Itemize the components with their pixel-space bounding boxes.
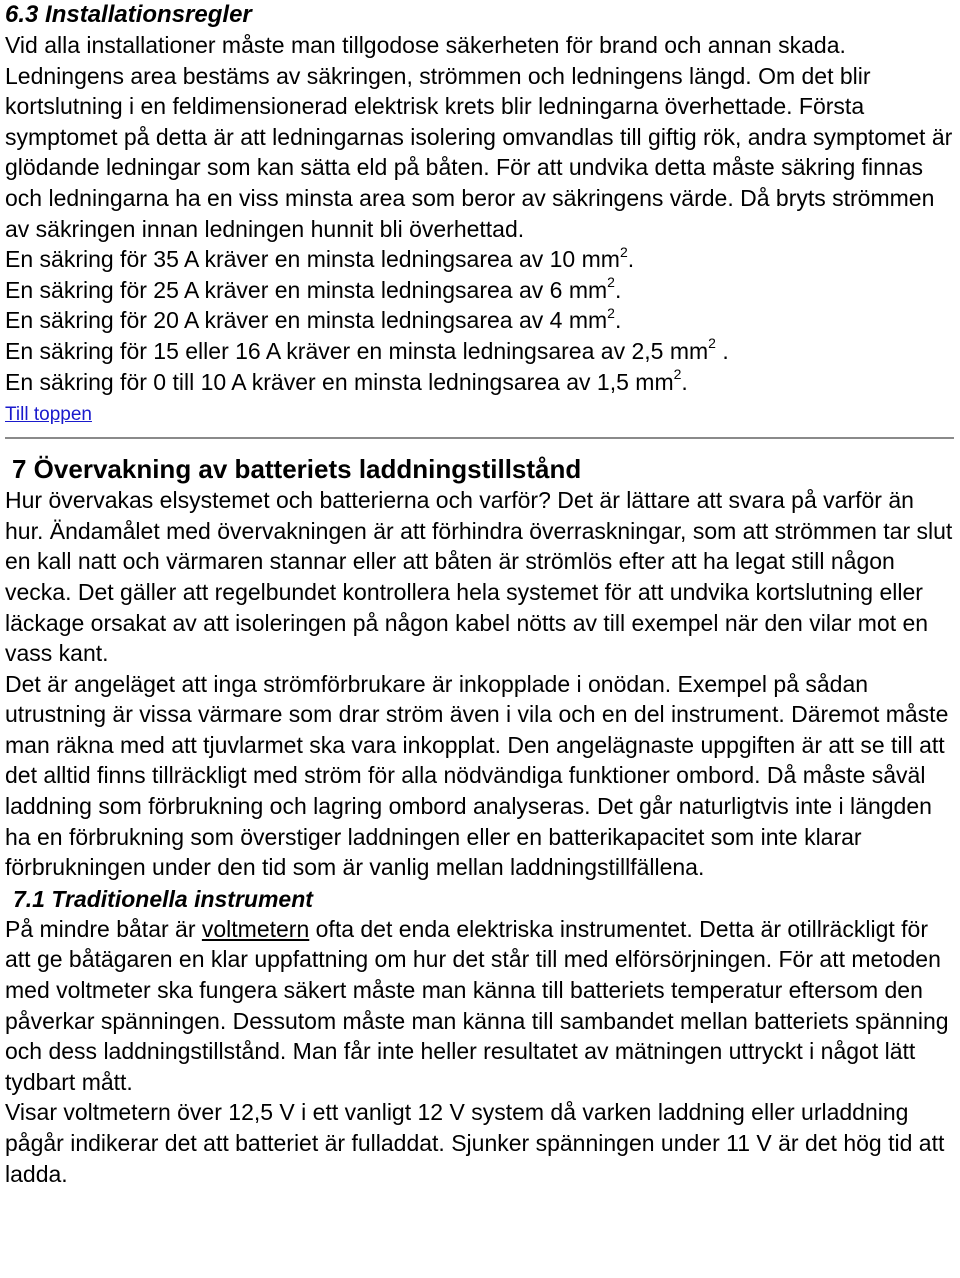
horizontal-divider — [5, 437, 954, 439]
section-heading-traditional-instruments: 7.1 Traditionella instrument — [13, 885, 313, 912]
back-to-top-link[interactable]: Till toppen — [5, 404, 92, 426]
paragraph-monitoring-consumers: Det är angeläget att inga strömförbrukare är inkopplade i onödan. Exempel på sådan utrustning är vissa värmare som drar ström även i vila och en del instrument. Däremot måste man räkna med att tjuvlarmet ska vara inkopplat. Den angelägnaste uppgiften är att se till att det alltid finns tillräckligt med ström för alla nödvändiga funktioner ombord. Då måste såväl laddning som förbrukning och lagring ombord analyseras. Det går naturligtvis inte i längden ha en förbrukning som överstiger laddningen eller en batterikapacitet som inte klarar förbrukningen under den tid som är vanlig mellan laddningstillfällena. — [5, 670, 949, 881]
fuse-rules-list — [5, 244, 954, 397]
fuse-rule: En säkring för 0 till 10 A kräver en minsta ledningsarea av 1,5 $mm^2$. — [5, 365, 688, 395]
fuse-rule: En säkring för 25 A kräver en minsta ledningsarea av 6 $mm^2$. — [5, 274, 622, 303]
fuse-rule: En säkring för 15 eller 16 A kräver en minsta ledningsarea av 2,5 $mm^2$ . — [5, 335, 729, 364]
section-heading-installationsregler: 6.3 Installationsregler — [5, 1, 252, 28]
fuse-rule: En säkring för 35 A kräver en minsta ledningsarea av 10 $mm^2$. — [5, 243, 635, 273]
paragraph-installation-intro: Vid alla installationer måste man tillgodose säkerheten för brand och annan skada. Ledningens area bestäms av säkringen, strömmen och ledningens längd. Om det blir kortslutning i en feldimensionerad elektrisk krets blir ledningarna överhettade. Första symptomet på detta är att ledningarnas isolering omvandlas till giftig rök, andra symptomet är glödande ledningar som kan sätta eld på båten. För att undvika detta måste säkring finnas och ledningarna ha en viss minsta area som beror av säkringens värde. Då bryts strömmen av säkringen innan ledningen hunnit bli överhettad. — [5, 32, 953, 242]
paragraph-monitoring-why: Hur övervakas elsystemet och batterierna och varför? Det är lättare att svara på varför än hur. Ändamålet med övervakningen är att förhindra överraskningar, som att strömmen tar slut en kall natt och värmaren stannar eller att båten är strömlös efter att ha legat still någon vecka. Det gäller att regelbundet kontrollera hela systemet för att undvika kortslutning eller läckage orsakat av att isoleringen på någon kabel nötts av till exempel när den vilar mot en vass kant. — [5, 487, 953, 667]
paragraph-voltmeter-intro: På mindre båtar är voltmetern ofta det enda elektriska instrumentet. Detta är otillräckligt för att ge båtägaren en klar uppfattning om hur det står till med elförsörjningen. För att metoden med voltmeter ska fungera säkert måste man känna till batteriets temperatur eftersom den påverkar spänningen. Dessutom måste man känna till sambandet mellan batteriets spänning och dess laddningstillstånd. Man får inte heller resultatet av mätningen uttryckt i något lätt tydbart mått. — [5, 915, 949, 1095]
voltmeter-link[interactable]: voltmetern — [201, 915, 310, 942]
section-heading-battery-monitoring: 7 Övervakning av batteriets laddningstillstånd — [12, 454, 582, 485]
paragraph-voltmeter-readings: Visar voltmetern över 12,5 V i ett vanligt 12 V system då varken laddning eller urladdning pågår indikerar det att batteriet är fulladdat. Sjunker spänningen under 11 V är det hög tid att ladda. — [5, 1099, 945, 1187]
fuse-rule: En säkring för 20 A kräver en minsta ledningsarea av 4 $mm^2$. — [5, 304, 622, 334]
